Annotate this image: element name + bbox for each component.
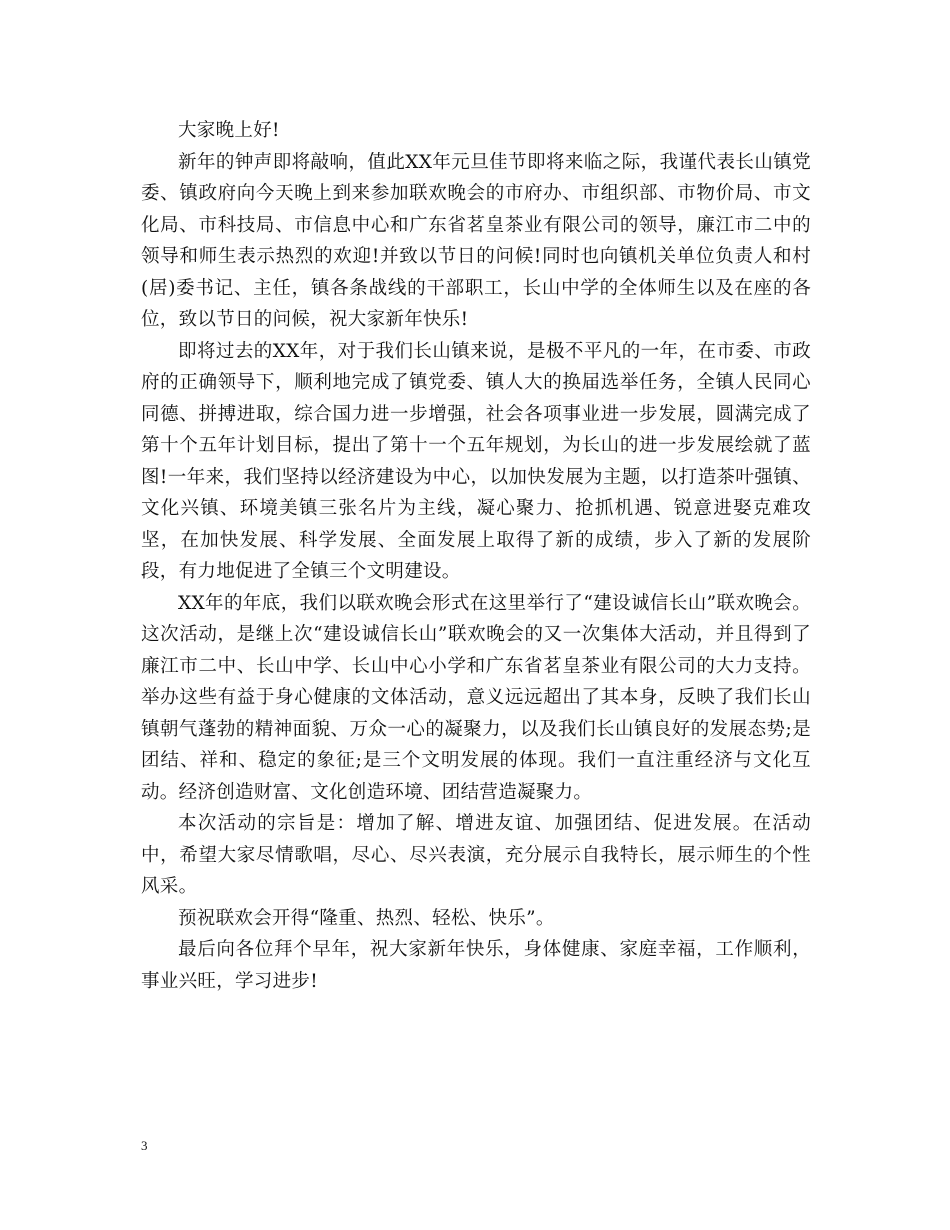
document-body (141, 115, 811, 997)
paragraph-closing-wishes: 最后向各位拜个早年，祝大家新年快乐，身体健康、家庭幸福，工作顺利，事业兴旺，学习进步! (141, 939, 811, 992)
page-number: 3 (141, 1138, 148, 1153)
paragraph-event-purpose: 本次活动的宗旨是：增加了解、增进友谊、加强团结、促进发展。在活动中，希望大家尽情歌唱，尽心、尽兴表演，充分展示自我特长，展示师生的个性风采。 (141, 813, 811, 897)
paragraph-welcome: 新年的钟声即将敲响，值此XX年元旦佳节即将来临之际，我谨代表长山镇党委、镇政府向今天晚上到来参加联欢晚会的市府办、市组织部、市物价局、市文化局、市科技局、市信息中心和广东省茗皇茶业有限公司的领导，廉江市二中的领导和师生表示热烈的欢迎!并致以节日的问候!同时也向镇机关单位负责人和村(居)委书记、主任，镇各条战线的干部职工，长山中学的全体师生以及在座的各位，致以节日的问候，祝大家新年快乐! (141, 151, 811, 330)
paragraph-year-review: 即将过去的XX年，对于我们长山镇来说，是极不平凡的一年，在市委、市政府的正确领导下，顺利地完成了镇党委、镇人大的换届选举任务，全镇人民同心同德、拼搏进取，综合国力进一步增强，社会各项事业进一步发展，圆满完成了第十个五年计划目标，提出了第十一个五年规划，为长山的进一步发展绘就了蓝图!一年来，我们坚持以经济建设为中心，以加快发展为主题，以打造茶叶强镇、文化兴镇、环境美镇三张名片为主线，凝心聚力、抢抓机遇、锐意进娶克难攻坚，在加快发展、科学发展、全面发展上取得了新的成绩，步入了新的发展阶段，有力地促进了全镇三个文明建设。 (141, 340, 811, 582)
paragraph-wish-success: 预祝联欢会开得“隆重、热烈、轻松、快乐”。 (178, 907, 555, 929)
paragraph-event-description: XX年的年底，我们以联欢晚会形式在这里举行了“建设诚信长山”联欢晚会。这次活动，是继上次“建设诚信长山”联欢晚会的又一次集体大活动，并且得到了廉江市二中、长山中学、长山中心小学和广东省茗皇茶业有限公司的大力支持。举办这些有益于身心健康的文体活动，意义远远超出了其本身，反映了我们长山镇朝气蓬勃的精神面貌、万众一心的凝聚力，以及我们长山镇良好的发展态势;是团结、祥和、稳定的象征;是三个文明发展的体现。我们一直注重经济与文化互动。经济创造财富、文化创造环境、团结营造凝聚力。 (141, 592, 811, 803)
paragraph-greeting: 大家晚上好! (178, 120, 280, 141)
